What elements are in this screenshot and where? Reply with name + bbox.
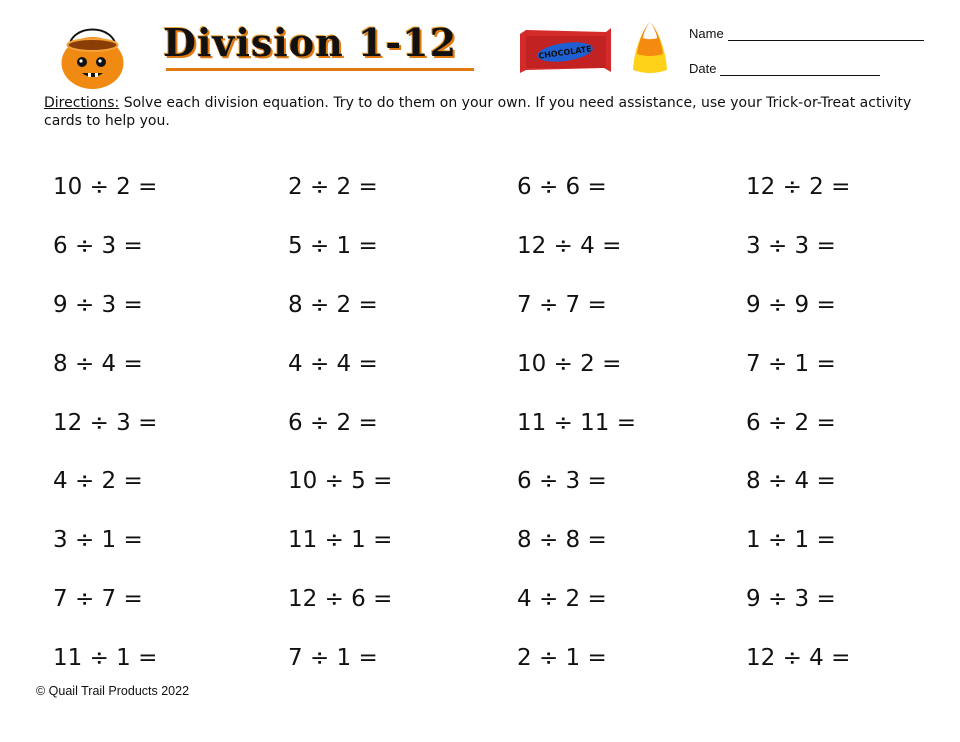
division-problem: 2 ÷ 1 = (517, 644, 607, 671)
division-problem: 4 ÷ 2 = (517, 585, 607, 612)
title-underline (166, 68, 474, 71)
division-problem: 6 ÷ 2 = (288, 409, 378, 436)
pumpkin-bucket-icon (55, 15, 130, 90)
division-problem: 7 ÷ 1 = (288, 644, 378, 671)
division-problem: 8 ÷ 4 = (746, 468, 836, 495)
problem-row (53, 511, 933, 570)
problem-row (53, 158, 933, 217)
date-field[interactable] (689, 61, 880, 76)
chocolate-bar-icon (518, 28, 613, 74)
division-problem: 10 ÷ 2 = (53, 174, 158, 201)
name-input-line[interactable] (728, 26, 924, 41)
division-problem: 2 ÷ 2 = (288, 174, 378, 201)
problem-row (53, 334, 933, 393)
copyright-footer: © Quail Trail Products 2022 (36, 684, 190, 698)
problem-grid (53, 158, 933, 687)
division-problem: 1 ÷ 1 = (746, 527, 836, 554)
division-problem: 9 ÷ 3 = (53, 291, 143, 318)
division-problem: 8 ÷ 2 = (288, 291, 378, 318)
division-problem: 9 ÷ 3 = (746, 585, 836, 612)
division-problem: 8 ÷ 4 = (53, 350, 143, 377)
directions-label: Directions: (44, 95, 120, 111)
division-problem: 6 ÷ 3 = (517, 468, 607, 495)
division-problem: 11 ÷ 1 = (53, 644, 158, 671)
division-problem: 8 ÷ 8 = (517, 527, 607, 554)
problem-row (53, 452, 933, 511)
division-problem: 3 ÷ 3 = (746, 233, 836, 260)
problem-row (53, 628, 933, 687)
directions-text (44, 94, 924, 130)
problem-row (53, 570, 933, 629)
chocolate-wrapper-text: CHOCOLATE (537, 44, 593, 61)
division-problem: 7 ÷ 1 = (746, 350, 836, 377)
problem-row (53, 393, 933, 452)
date-label: Date (689, 61, 717, 76)
division-problem: 12 ÷ 4 = (746, 644, 851, 671)
division-problem: 12 ÷ 3 = (53, 409, 158, 436)
division-problem: 12 ÷ 6 = (288, 585, 393, 612)
name-label: Name (689, 26, 724, 41)
division-problem: 12 ÷ 4 = (517, 233, 622, 260)
division-problem: 6 ÷ 6 = (517, 174, 607, 201)
candy-corn-icon (630, 20, 670, 75)
page-title: Division 1-12 (163, 20, 458, 65)
division-problem: 3 ÷ 1 = (53, 527, 143, 554)
division-problem: 10 ÷ 2 = (517, 350, 622, 377)
division-problem: 4 ÷ 2 = (53, 468, 143, 495)
division-problem: 11 ÷ 1 = (288, 527, 393, 554)
division-problem: 6 ÷ 3 = (53, 233, 143, 260)
directions-body: Solve each division equation. Try to do them on your own. If you need assistance, use your Trick-or-Treat activity cards to help you. (44, 95, 912, 129)
division-problem: 4 ÷ 4 = (288, 350, 378, 377)
problem-row (53, 217, 933, 276)
division-problem: 10 ÷ 5 = (288, 468, 393, 495)
problem-row (53, 276, 933, 335)
division-problem: 7 ÷ 7 = (53, 585, 143, 612)
name-field[interactable] (689, 26, 924, 41)
division-problem: 6 ÷ 2 = (746, 409, 836, 436)
division-problem: 5 ÷ 1 = (288, 233, 378, 260)
date-input-line[interactable] (720, 61, 880, 76)
division-problem: 12 ÷ 2 = (746, 174, 851, 201)
division-problem: 9 ÷ 9 = (746, 291, 836, 318)
division-problem: 7 ÷ 7 = (517, 291, 607, 318)
division-problem: 11 ÷ 11 = (517, 409, 637, 436)
